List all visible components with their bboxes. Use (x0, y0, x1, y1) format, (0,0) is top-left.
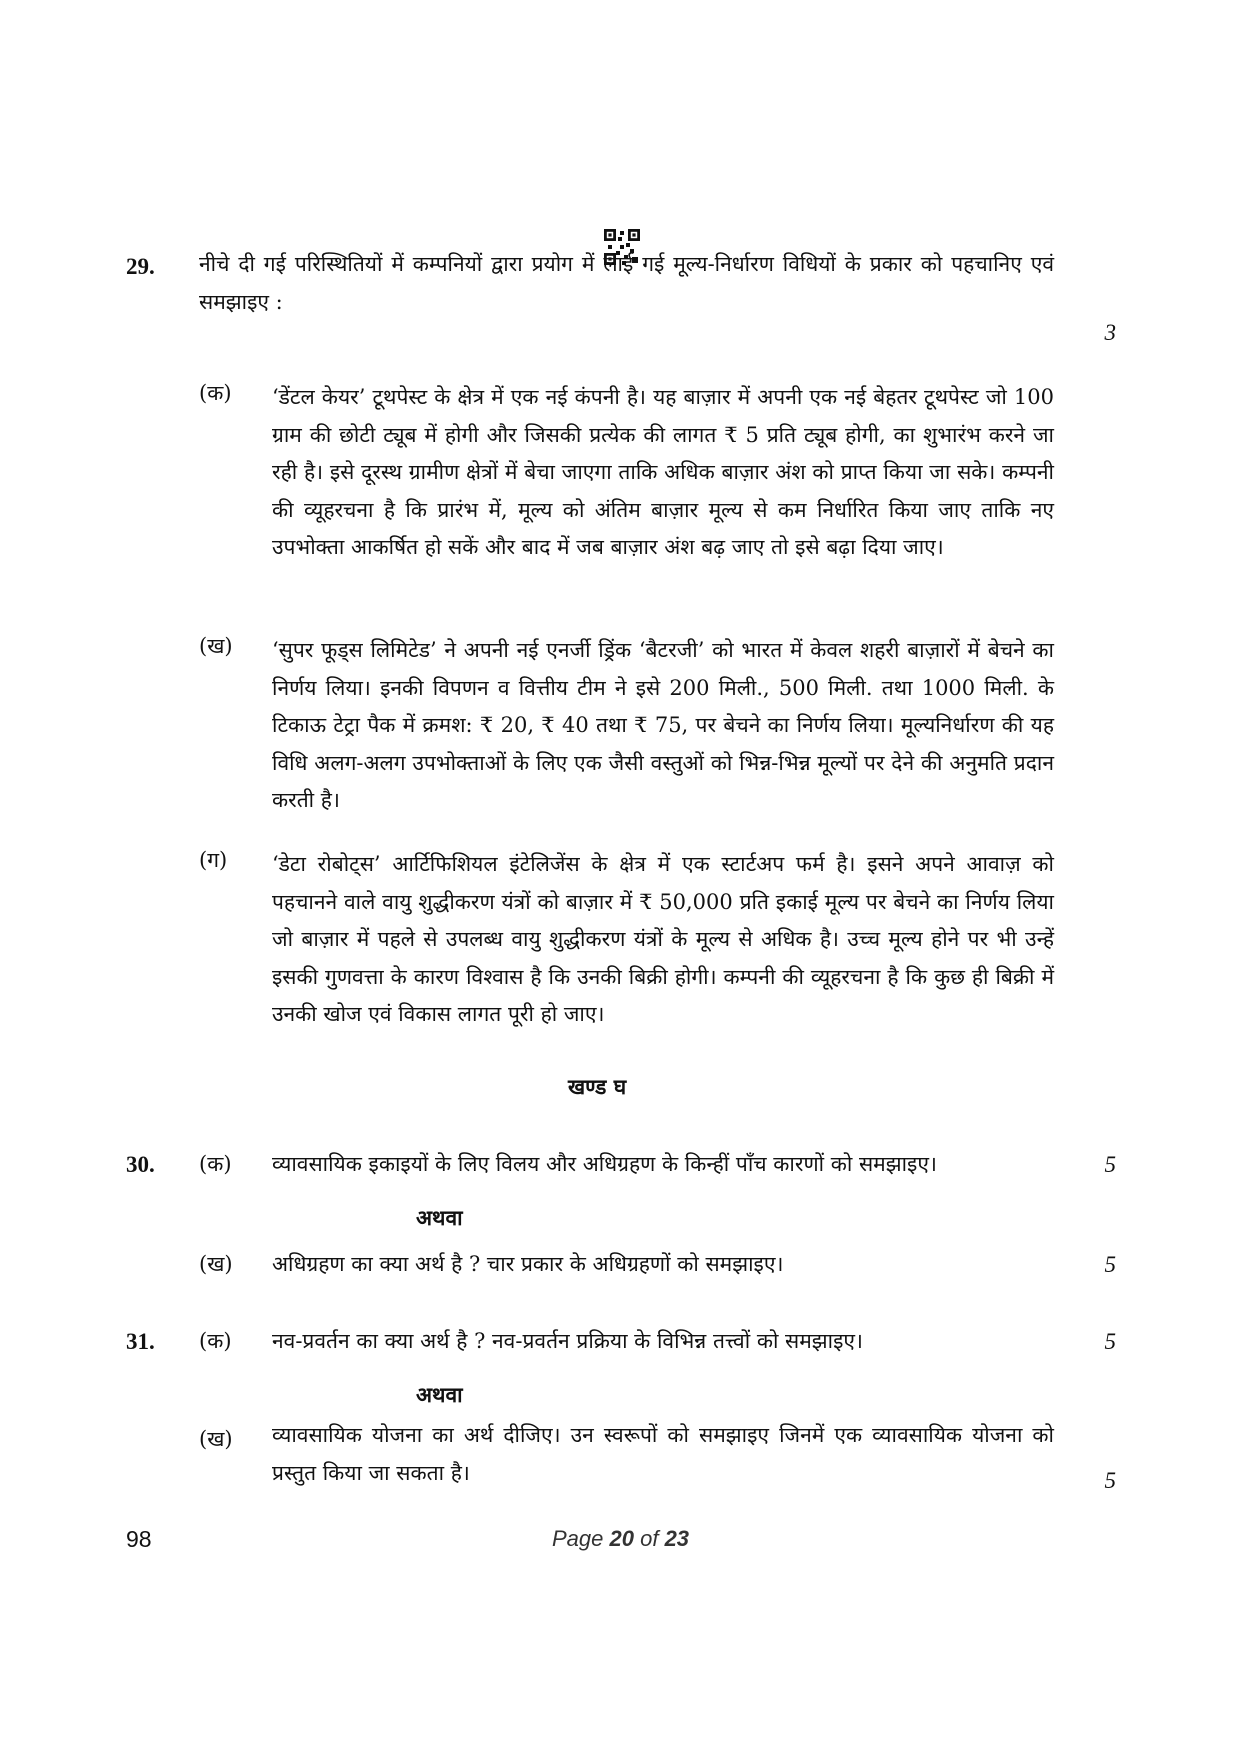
question-29-number: 29. (126, 254, 155, 279)
question-29-part-b-label: (ख) (199, 634, 233, 658)
question-29-marks: 3 (1104, 320, 1116, 345)
page-current: 20 (609, 1526, 634, 1551)
page-total: 23 (664, 1526, 690, 1551)
question-30-part-b-marks: 5 (1104, 1252, 1116, 1277)
question-31-number: 31. (126, 1329, 155, 1354)
page-number (0, 1526, 1241, 1552)
question-31-part-b-text: व्यावसायिक योजना का अर्थ दीजिए। उन स्वरूपों को समझाइए जिनमें एक व्यावसायिक योजना को प्रस्तुत किया जा सकता है। (272, 1423, 1054, 1485)
question-30-part-a-label: (क) (199, 1152, 232, 1176)
question-29-part-b-text: ‘सुपर फूड्स लिमिटेड’ ने अपनी नई एनर्जी ड्रिंक ‘बैटरजी’ को भारत में केवल शहरी बाज़ारों में बेचने का निर्णय लिया। इनकी विपणन व वित्तीय टीम ने इसे 200 मिली., 500 मिली. तथा 1000 मिली. के टिकाऊ टेट्रा पैक में क्रमश: ₹ 20, ₹ 40 तथा ₹ 75, पर बेचने का निर्णय लिया। मूल्यनिर्धारण की यह विधि अलग-अलग उपभोक्ताओं के लिए एक जैसी वस्तुओं को भिन्न-भिन्न मूल्यों पर देने की अनुमति प्रदान करती है। (272, 638, 1054, 812)
section-heading: खण्ड घ (568, 1074, 627, 1099)
question-31-part-b-marks: 5 (1104, 1468, 1116, 1493)
question-31-part-a-label: (क) (199, 1329, 232, 1353)
question-29-part-c-text: ‘डेटा रोबोट्स’ आर्टिफिशियल इंटेलिजेंस के क्षेत्र में एक स्टार्टअप फर्म है। इसने अपने आवाज़ को पहचानने वाले वायु शुद्धीकरण यंत्रों को बाज़ार में ₹ 50,000 प्रति इकाई मूल्य पर बेचने का निर्णय लिया जो बाज़ार में पहले से उपलब्ध वायु शुद्धीकरण यंत्रों के मूल्य से अधिक है। उच्च मूल्य होने पर भी उन्हें इसकी गुणवत्ता के कारण विश्वास है कि उनकी बिक्री होगी। कम्पनी की व्यूहरचना है कि कुछ ही बिक्री में उनकी खोज एवं विकास लागत पूरी हो जाए। (272, 852, 1054, 1026)
question-30-part-b-text: अधिग्रहण का क्या अर्थ है ? चार प्रकार के अधिग्रहणों को समझाइए। (272, 1252, 784, 1276)
paper-code: 98 (126, 1526, 152, 1552)
question-31-part-b-label: (ख) (199, 1427, 233, 1451)
page-prefix: Page (551, 1526, 604, 1551)
question-29-part-c-label: (ग) (199, 848, 228, 872)
question-30-part-b-label: (ख) (199, 1252, 233, 1276)
question-29-part-a-text: ‘डेंटल केयर’ टूथपेस्ट के क्षेत्र में एक नई कंपनी है। यह बाज़ार में अपनी एक नई बेहतर टूथपेस्ट जो 100 ग्राम की छोटी ट्यूब में होगी और जिसकी प्रत्येक की लागत ₹ 5 प्रति ट्यूब होगी, का शुभारंभ करने जा रही है। इसे दूरस्थ ग्रामीण क्षेत्रों में बेचा जाएगा ताकि अधिक बाज़ार अंश को प्राप्त किया जा सके। कम्पनी की व्यूहरचना है कि प्रारंभ में, मूल्य को अंतिम बाज़ार मूल्य से कम निर्धारित किया जाए ताकि नए उपभोक्ता आकर्षित हो सकें और बाद में जब बाज़ार अंश बढ़ जाए तो इसे बढ़ा दिया जाए। (272, 385, 1054, 559)
question-30-part-a-text: व्यावसायिक इकाइयों के लिए विलय और अधिग्रहण के किन्हीं पाँच कारणों को समझाइए। (272, 1152, 937, 1176)
question-30-or: अथवा (416, 1205, 463, 1230)
question-31-part-a-marks: 5 (1104, 1329, 1116, 1354)
question-29-part-a-label: (क) (199, 381, 232, 405)
page-of: of (640, 1526, 659, 1551)
question-29-stem: नीचे दी गई परिस्थितियों में कम्पनियों द्वारा प्रयोग में लाई गई मूल्य-निर्धारण विधियों के प्रकार को पहचानिए एवं समझाइए : (199, 252, 1054, 314)
question-30-part-a-marks: 5 (1104, 1152, 1116, 1177)
question-31-or: अथवा (416, 1382, 463, 1407)
question-30-number: 30. (126, 1152, 155, 1177)
question-31-part-a-text: नव-प्रवर्तन का क्या अर्थ है ? नव-प्रवर्तन प्रक्रिया के विभिन्न तत्त्वों को समझाइए। (272, 1329, 864, 1353)
